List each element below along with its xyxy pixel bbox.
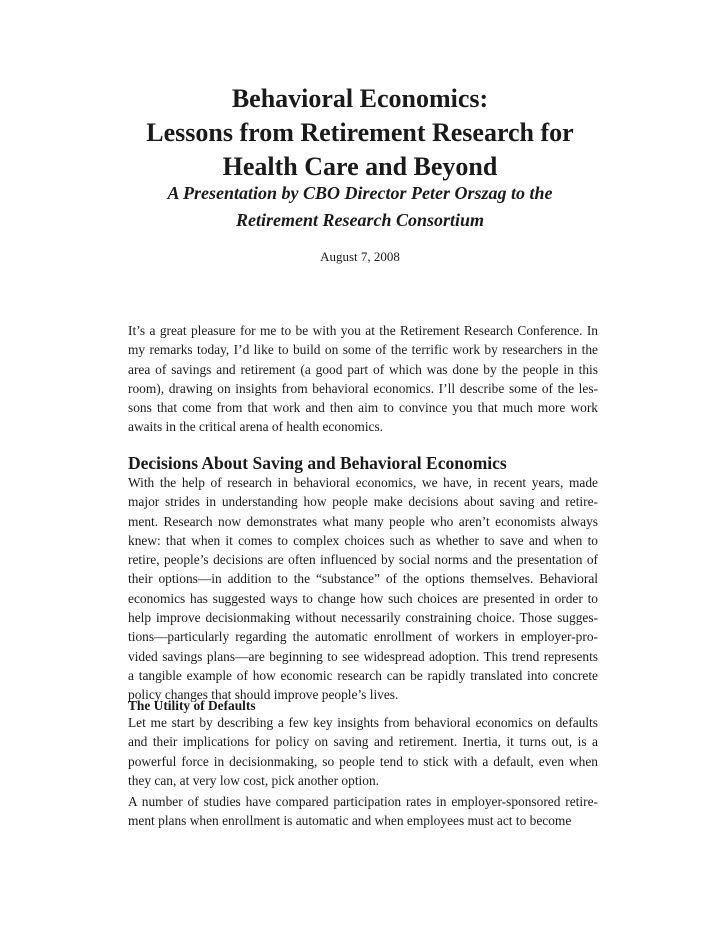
section1-paragraph (128, 473, 598, 705)
paragraph-line: ment plans when enrollment is automatic and when employees must act to become (128, 813, 572, 829)
paragraph-line: their options—in addition to the “substance” of the options themselves. Behavioral (128, 571, 598, 587)
section2-paragraph-2 (128, 792, 598, 831)
paragraph-line: retire, people’s decisions are often influenced by social norms and the presentation of (128, 552, 598, 568)
paragraph-line: It’s a great pleasure for me to be with you at the Retirement Research Conference. In (128, 323, 598, 338)
paragraph-line: room), drawing on insights from behavioral economics. I’ll describe some of the les- (128, 380, 598, 396)
paragraph-line: tions—particularly regarding the automatic enrollment of workers in employer-pro- (128, 629, 598, 645)
paragraph-line: A number of studies have compared participation rates in employer-sponsored retire- (128, 794, 598, 809)
document-date: August 7, 2008 (320, 249, 400, 264)
paragraph-line: major strides in understanding how people make decisions about saving and retire- (128, 494, 598, 510)
paragraph-line: awaits in the critical arena of health economics. (128, 419, 384, 435)
title-line: Lessons from Retirement Research for (146, 118, 574, 147)
subtitle-line: Retirement Research Consortium (235, 210, 485, 230)
paragraph-line: and their implications for policy on saving and retirement. Inertia, it turns out, is a (128, 734, 598, 750)
document-subtitle (0, 180, 720, 234)
subtitle-line: A Presentation by CBO Director Peter Orszag to the (167, 183, 553, 203)
subsection-heading: The Utility of Defaults (128, 698, 256, 713)
paragraph-line: With the help of research in behavioral economics, we have, in recent years, made (128, 475, 598, 490)
paragraph-line: my remarks today, I’d like to build on some of the terrific work by researchers in the (128, 342, 598, 358)
paragraph-line: they can, at very low cost, pick another option. (128, 772, 380, 788)
paragraph-line: Let me start by describing a few key insights from behavioral economics on defaults (128, 715, 598, 730)
paragraph-line: ment. Research now demonstrates what many people who aren’t economists always (128, 513, 598, 529)
paragraph-line: vided savings plans—are beginning to see widespread adoption. This trend represents (128, 648, 598, 664)
paragraph-line: area of savings and retirement (a good part of which was done by the people in this (128, 361, 598, 377)
paragraph-line: economics has suggested ways to change how such choices are presented in order to (128, 590, 598, 606)
title-line: Behavioral Economics: (231, 84, 489, 113)
paragraph-line: sons that come from that work and then aim to convince you that much more work (128, 400, 598, 416)
section-heading: Decisions About Saving and Behavioral Economics (128, 453, 507, 473)
paragraph-line: knew: that when it comes to complex choices such as whether to save and when to (128, 532, 598, 548)
title-line: Health Care and Beyond (222, 152, 498, 181)
paragraph-line: policy changes that should improve people’s lives. (128, 687, 399, 703)
document-title (0, 82, 720, 184)
paragraph-line: a tangible example of how economic research can be rapidly translated into concrete (128, 667, 598, 683)
paragraph-line: powerful force in decisionmaking, so people tend to stick with a default, even when (128, 753, 598, 769)
intro-paragraph (128, 321, 598, 437)
section-heading-decisions (128, 452, 598, 474)
paragraph-line: help improve decisionmaking without necessarily constraining choice. Those sugges- (128, 610, 598, 626)
section2-paragraph-1 (128, 713, 598, 790)
